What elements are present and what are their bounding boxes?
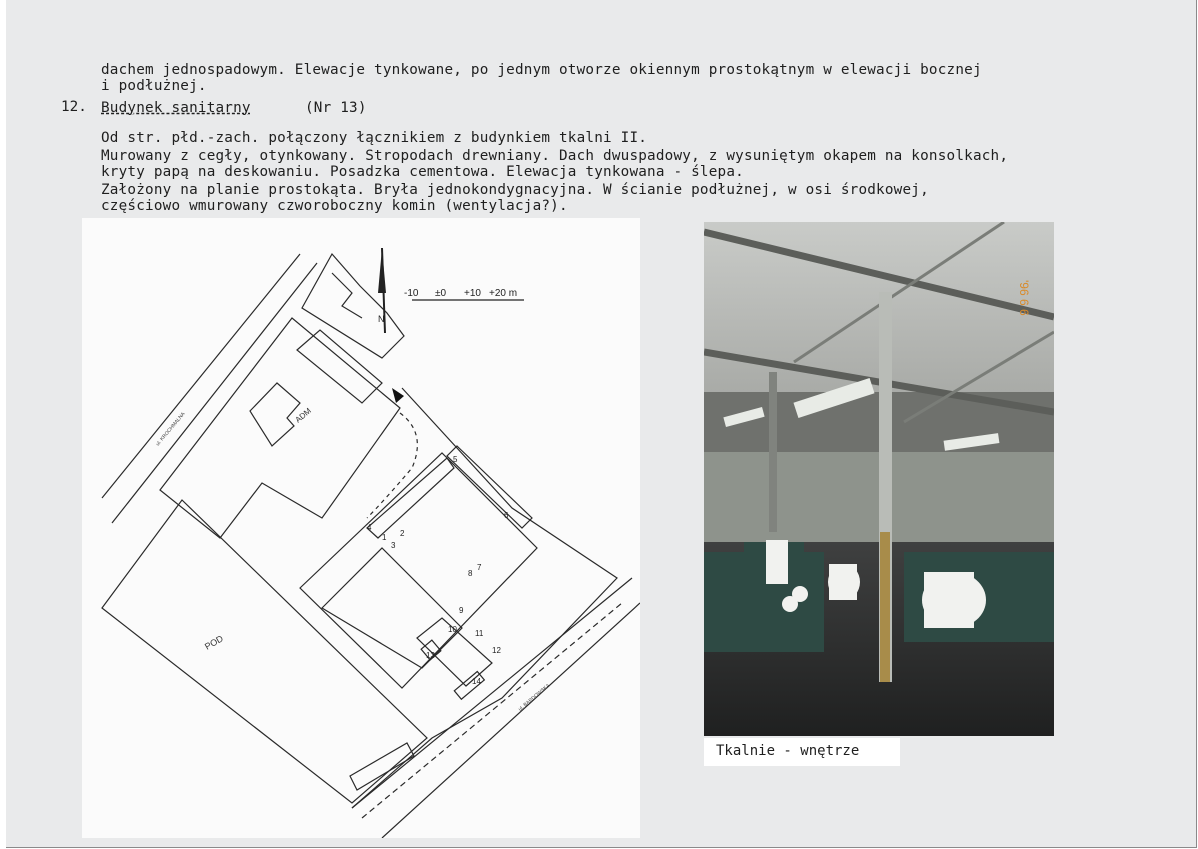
item-title: Budynek sanitarny [101,100,251,116]
scale-label: +20 m [489,288,518,299]
entrance-arrow [392,388,404,403]
text-line-1: dachem jednospadowym. Elewacje tynkowane, po jednym otworze okiennym prostokątnym w elewacji bocznej [101,62,982,78]
adm-label: ADM [293,406,313,425]
item-number: 12. [61,99,87,115]
adm-inner [250,383,300,446]
north-arrow-head [378,248,386,293]
point-number: 3 [391,541,396,550]
street-line [112,263,317,523]
point-number: 8 [468,569,473,578]
street-label: ul. BARDOWSKA [517,682,552,713]
point-number: 9 [459,606,464,615]
point-number: 2 [400,529,405,538]
street-line [382,603,640,838]
scale-label: ±0 [435,288,447,299]
north-cluster-detail [332,273,362,318]
text-line-8: częściowo wmurowany czworoboczny komin (wentylacja?). [101,198,568,214]
text-line-2: i podłużnej. [101,78,207,94]
photo-date-stamp: '96 6 6 [1017,280,1031,316]
photo-caption: Tkalnie - wnętrze [716,743,860,759]
path-curve [367,413,417,518]
corridor [367,458,454,538]
strip-building [447,446,532,528]
scale-label: +10 [464,288,481,299]
street-line [352,578,632,808]
street-line [102,254,300,498]
text-line-5: Murowany z cegły, otynkowany. Stropodach drewniany. Dach dwuspadowy, z wysuniętym okapem na konsolkach, [101,148,1009,164]
weaving-hall-photo [704,222,1054,736]
north-label: N [378,314,385,324]
pod-label: POD [203,633,225,652]
point-number: 13 [426,651,435,660]
hall-inner [322,548,462,668]
point-number: 5 [453,455,458,464]
point-number: 4 [367,523,372,532]
text-line-6: kryty papą na deskowaniu. Posadzka cementowa. Elewacja tynkowana - ślepa. [101,164,744,180]
text-line-7: Założony na planie prostokąta. Bryła jednokondygnacyjna. W ścianie podłużnej, w osi środkowej, [101,182,929,198]
street-line [362,603,622,818]
north-cluster [302,254,404,358]
item-ref: (Nr 13) [305,100,367,116]
point-number: 7 [477,563,482,572]
point-number: 14 [472,677,481,686]
text-line-4: Od str. płd.-zach. połączony łącznikiem z budynkiem tkalni II. [101,130,648,146]
point-number: 1 [382,533,387,542]
point-number: 10 [448,625,457,634]
photo-caption-box [704,738,900,766]
pod-building [102,500,427,803]
point-number: 12 [492,646,501,655]
adm-building [160,318,400,538]
site-plan [82,218,640,838]
point-number: 6 [504,511,509,520]
scale-label: -10 [404,288,419,299]
adm-wing [297,330,382,403]
street-label: ul. KROCHMALNA [154,411,187,448]
point-number: 11 [475,629,484,638]
site-plan-drawing [82,218,640,838]
